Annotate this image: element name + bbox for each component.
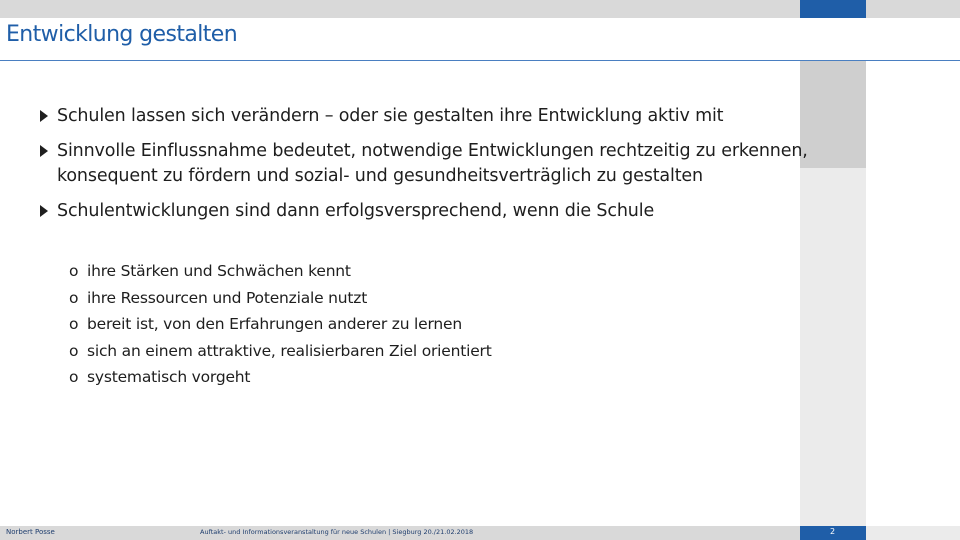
footer-author: Norbert Posse (6, 528, 55, 536)
sub-item-text: sich an einem attraktive, realisierbaren Ziel orientiert (87, 341, 492, 360)
bullet-item (40, 139, 810, 189)
slide-title: Entwicklung gestalten (6, 22, 238, 47)
sub-list (69, 258, 492, 391)
sub-list-item (69, 364, 492, 391)
circle-bullet-icon: o (69, 368, 79, 386)
sub-list-item (69, 338, 492, 365)
sub-item-text: ihre Ressourcen und Potenziale nutzt (87, 288, 368, 307)
bullet-text: Schulentwicklungen sind dann erfolgsversprechend, wenn die Schule (57, 201, 655, 221)
bullet-text: Sinnvolle Einflussnahme bedeutet, notwendige Entwicklungen rechtzeitig zu erkennen, konsequent zu fördern und sozial- und gesundheitsverträglich zu gestalten (57, 141, 808, 186)
sub-list-item (69, 258, 492, 285)
page-number: 2 (830, 527, 836, 536)
circle-bullet-icon: o (69, 262, 79, 280)
circle-bullet-icon: o (69, 315, 79, 333)
sub-item-text: bereit ist, von den Erfahrungen anderer zu lernen (87, 315, 462, 333)
footer-event: Auftakt- und Informationsveranstaltung für neue Schulen | Siegburg 20./21.02.2018 (200, 528, 474, 536)
bullet-item (40, 104, 810, 129)
sub-list-item (69, 311, 492, 338)
sub-list-item (69, 285, 492, 312)
title-divider (0, 60, 960, 61)
side-band-accent (800, 0, 866, 18)
bullet-list (40, 104, 810, 234)
circle-bullet-icon: o (69, 341, 79, 360)
circle-bullet-icon: o (69, 288, 79, 307)
triangle-bullet-icon (40, 145, 48, 157)
sub-item-text: systematisch vorgeht (87, 368, 251, 386)
sub-item-text: ihre Stärken und Schwächen kennt (87, 262, 351, 280)
triangle-bullet-icon (40, 205, 48, 217)
bullet-item (40, 199, 810, 224)
triangle-bullet-icon (40, 110, 48, 122)
bullet-text: Schulen lassen sich verändern – oder sie gestalten ihre Entwicklung aktiv mit (57, 106, 724, 126)
